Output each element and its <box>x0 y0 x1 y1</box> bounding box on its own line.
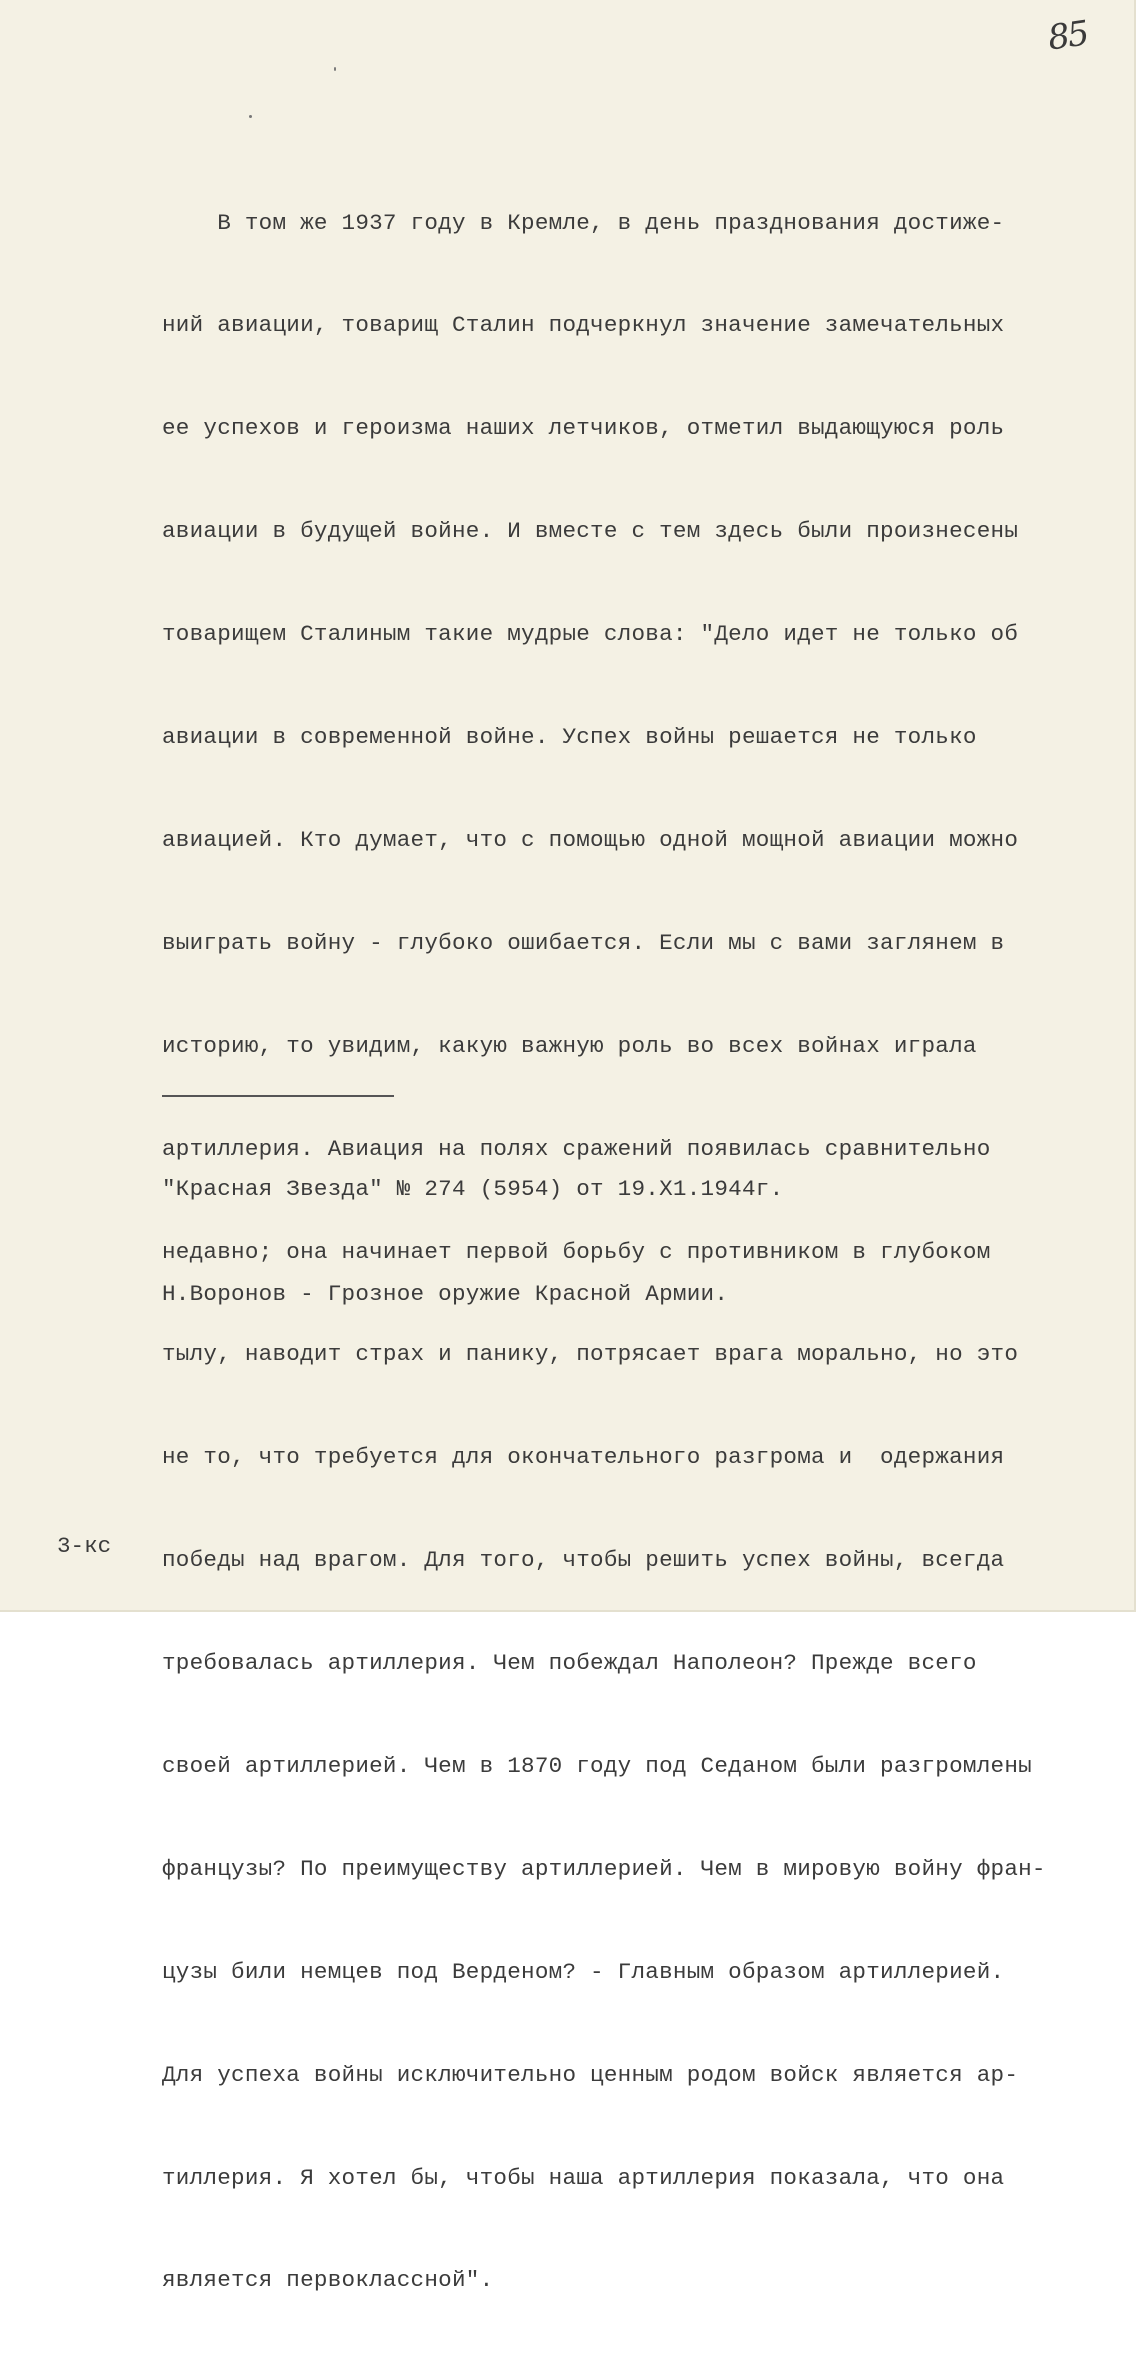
text-line: цузы били немцев под Верденом? - Главным образом артиллерией. <box>162 1958 1005 1985</box>
text-line: победы над врагом. Для того, чтобы решить успех войны, всегда <box>162 1547 1005 1574</box>
text-line: авиации в современной войне. Успех войны решается не только <box>162 724 977 751</box>
handwritten-page-number: 85 <box>1045 13 1090 59</box>
source-citation <box>162 1102 783 1382</box>
footer-mark: 3-кс <box>57 1533 112 1559</box>
text-line: артиллерия. Авиация на полях сражений появилась сравнительно <box>162 1135 991 1162</box>
text-line: Для успеха войны исключительно ценным родом войск является ар- <box>162 2061 1019 2088</box>
text-line: В том же 1937 году в Кремле, в день празднования достиже- <box>162 209 1005 236</box>
ink-speck <box>249 115 252 118</box>
text-line: авиации в будущей войне. И вместе с тем здесь были произнесены <box>162 518 1019 545</box>
text-line: является первоклассной". <box>162 2267 494 2294</box>
text-line: не то, что требуется для окончательного разгрома и одержания <box>162 1444 1005 1471</box>
text-line: товарищем Сталиным такие мудрые слова: "Дело идет не только об <box>162 621 1019 648</box>
text-line: тылу, наводит страх и панику, потрясает врага морально, но это <box>162 1341 1019 1368</box>
citation-line: "Красная Звезда" № 274 (5954) от 19.Х1.1944г. <box>162 1176 784 1202</box>
text-line: авиацией. Кто думает, что с помощью одной мощной авиации можно <box>162 826 1019 853</box>
text-line: ний авиации, товарищ Сталин подчеркнул значение замечательных <box>162 312 1005 339</box>
text-line: выиграть войну - глубоко ошибается. Если мы с вами заглянем в <box>162 929 1005 956</box>
text-line: историю, то увидим, какую важную роль во всех войнах играла <box>162 1032 977 1059</box>
text-line: ее успехов и героизма наших летчиков, отметил выдающуюся роль <box>162 415 1005 442</box>
footnote-divider <box>162 1095 394 1097</box>
text-line: требовалась артиллерия. Чем побеждал Наполеон? Прежде всего <box>162 1650 977 1677</box>
citation-line: Н.Воронов - Грозное оружие Красной Армии. <box>162 1281 729 1307</box>
text-line: французы? По преимуществу артиллерией. Чем в мировую войну фран- <box>162 1855 1046 1882</box>
text-line: недавно; она начинает первой борьбу с противником в глубоком <box>162 1238 991 1265</box>
text-line: тиллерия. Я хотел бы, чтобы наша артиллерия показала, что она <box>162 2164 1005 2191</box>
ink-speck <box>334 67 336 71</box>
text-line: своей артиллерией. Чем в 1870 году под Седаном были разгромлены <box>162 1752 1032 1779</box>
